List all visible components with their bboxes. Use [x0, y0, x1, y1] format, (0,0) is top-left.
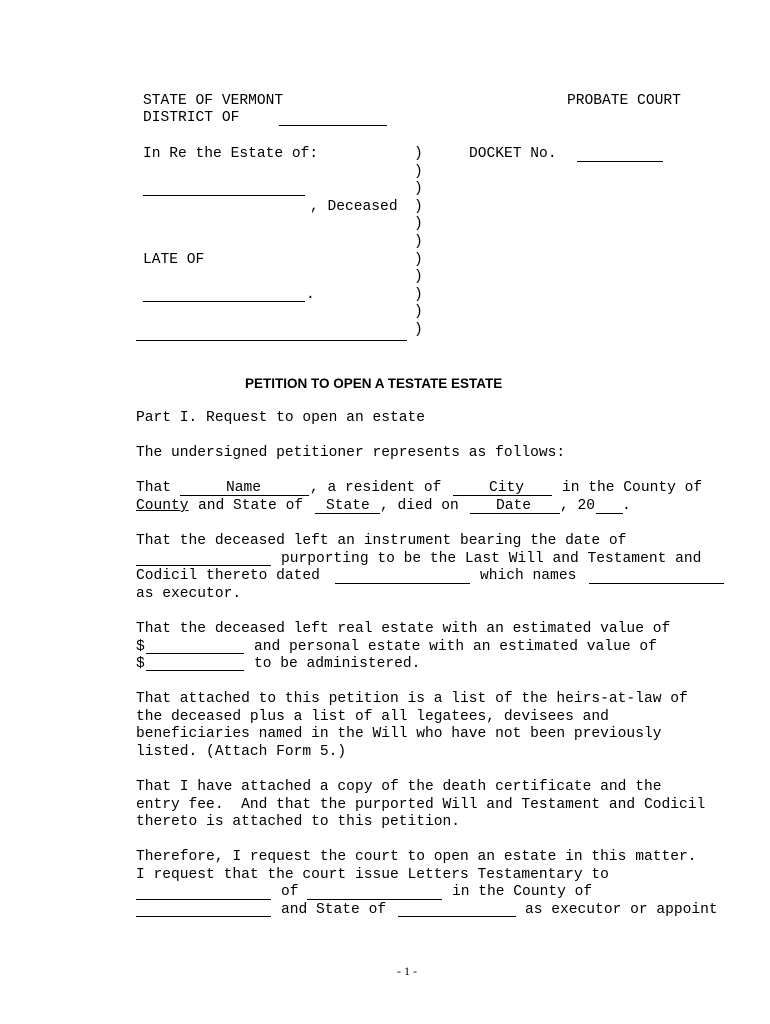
- real-estate-value-blank[interactable]: [146, 653, 244, 654]
- caption-paren: ): [414, 234, 423, 250]
- date-field[interactable]: Date: [496, 498, 532, 514]
- p6-in-county: in the County of: [452, 884, 593, 900]
- p5-line: entry fee. And that the purported Will and Testament and Codicil: [136, 797, 706, 813]
- executor-name-blank[interactable]: [589, 583, 724, 584]
- year-blank[interactable]: [596, 513, 623, 514]
- docket-label: DOCKET No.: [469, 146, 557, 162]
- p6-line1: Therefore, I request the court to open an estate in this matter.: [136, 849, 697, 865]
- p5-line: That I have attached a copy of the death certificate and the: [136, 779, 662, 795]
- p1-that: That: [136, 480, 172, 496]
- p6-and-state: and State of: [281, 902, 387, 918]
- district-label: DISTRICT OF: [143, 110, 240, 126]
- p1-and-state: and State of: [198, 498, 304, 514]
- caption-paren: ): [414, 287, 423, 303]
- p2-executor: as executor.: [136, 586, 242, 602]
- dollar-sign: $: [136, 656, 145, 672]
- late-of-blank[interactable]: [143, 301, 305, 302]
- p6-line2: I request that the court issue Letters Testamentary to: [136, 867, 609, 883]
- caption-paren: ): [414, 269, 423, 285]
- caption-paren: ): [414, 304, 423, 320]
- p1-died-on: , died on: [380, 498, 459, 514]
- city-field[interactable]: City: [489, 480, 525, 496]
- p6-executor-appoint: as executor or appoint: [525, 902, 718, 918]
- p4-line: listed. (Attach Form 5.): [136, 744, 347, 760]
- caption-bottom-line: [136, 340, 407, 341]
- p4-line: the deceased plus a list of all legatees, devisees and: [136, 709, 609, 725]
- p2-purporting: purporting to be the Last Will and Testament and: [281, 551, 702, 567]
- docket-blank[interactable]: [577, 161, 663, 162]
- caption-paren: ): [414, 322, 423, 338]
- late-of-period: .: [306, 287, 315, 303]
- p1-in-county: in the County of: [562, 480, 703, 496]
- p3-administered: to be administered.: [254, 656, 421, 672]
- state-name: STATE OF VERMONT: [143, 93, 284, 109]
- p2-codicil: Codicil thereto dated: [136, 568, 320, 584]
- p1-comma-20: , 20: [560, 498, 596, 514]
- p4-line: beneficiaries named in the Will who have not been previously: [136, 726, 662, 742]
- p3-personal: and personal estate with an estimated value of: [254, 639, 657, 655]
- name-field[interactable]: Name: [226, 480, 262, 496]
- will-date-blank[interactable]: [136, 565, 271, 566]
- late-of-label: LATE OF: [143, 252, 205, 268]
- codicil-date-blank[interactable]: [335, 583, 470, 584]
- caption-paren: ): [414, 199, 423, 215]
- court-name: PROBATE COURT: [567, 93, 681, 109]
- caption-paren: ): [414, 252, 423, 268]
- dollar-sign: $: [136, 639, 145, 655]
- letters-to-blank[interactable]: [136, 899, 271, 900]
- caption-paren: ): [414, 181, 423, 197]
- county-field[interactable]: County: [136, 498, 189, 514]
- caption-paren: ): [414, 146, 423, 162]
- p1-resident: , a resident of: [310, 480, 442, 496]
- in-re-label: In Re the Estate of:: [143, 146, 319, 162]
- state-blank[interactable]: [398, 916, 516, 917]
- decedent-name-blank[interactable]: [143, 195, 305, 196]
- caption-paren: ): [414, 216, 423, 232]
- district-blank[interactable]: [279, 125, 387, 126]
- part1-heading: Part I. Request to open an estate: [136, 410, 426, 426]
- personal-estate-value-blank[interactable]: [146, 670, 244, 671]
- state-field[interactable]: State: [326, 498, 370, 514]
- of-city-blank[interactable]: [307, 899, 442, 900]
- part1-intro: The undersigned petitioner represents as follows:: [136, 445, 566, 461]
- p3-line1: That the deceased left real estate with an estimated value of: [136, 621, 671, 637]
- p5-line: thereto is attached to this petition.: [136, 814, 461, 830]
- caption-paren: ): [414, 164, 423, 180]
- deceased-label: , Deceased: [310, 199, 398, 215]
- p1-period: .: [622, 498, 631, 514]
- p2-which-names: which names: [480, 568, 577, 584]
- p2-line1: That the deceased left an instrument bearing the date of: [136, 533, 627, 549]
- page-number: - 1 -: [397, 964, 417, 978]
- document-title: PETITION TO OPEN A TESTATE ESTATE: [245, 376, 503, 391]
- county-blank[interactable]: [136, 916, 271, 917]
- p6-of: of: [281, 884, 299, 900]
- p4-line: That attached to this petition is a list of the heirs-at-law of: [136, 691, 688, 707]
